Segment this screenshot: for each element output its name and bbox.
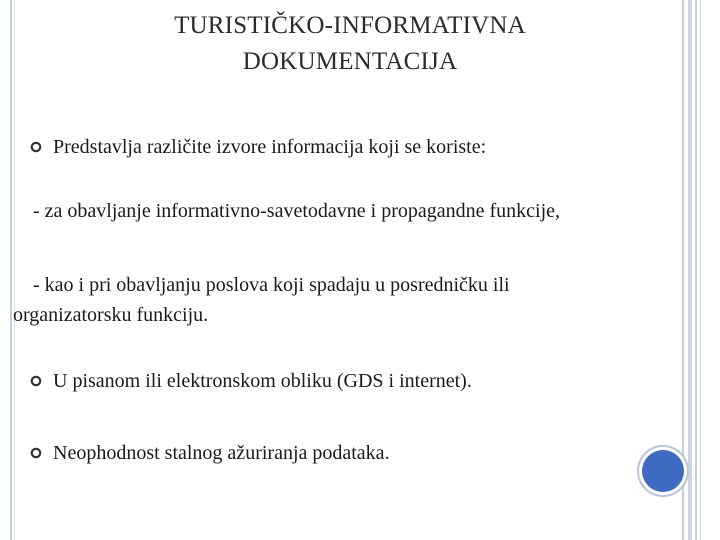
bullet-text: Predstavlja različite izvore informacija koji se koriste: xyxy=(53,136,487,158)
ring-bullet-icon xyxy=(30,375,42,387)
sub-item: - za obavljanje informativno-savetodavne i propagandne funkcije, xyxy=(33,200,561,222)
slide-title-line-2: DOKUMENTACIJA xyxy=(242,48,458,75)
left-border-line xyxy=(10,0,12,540)
bullet-text: Neophodnost stalnog ažuriranja podataka. xyxy=(53,442,390,464)
bullet-text: U pisanom ili elektronskom obliku (GDS i internet). xyxy=(53,370,472,392)
slide-title xyxy=(80,8,620,80)
right-decorative-stripe xyxy=(682,0,720,540)
sub-item-line-2: organizatorsku funkciju. xyxy=(13,304,209,326)
slide-title-line-1: TURISTIČKO-INFORMATIVNA xyxy=(174,12,526,39)
sub-item-line-1: - kao i pri obavljanju poslova koji spadaju u posredničku ili xyxy=(33,274,510,296)
sub-item-wrapped xyxy=(13,270,653,330)
blue-circle-decoration-icon xyxy=(642,450,684,492)
ring-bullet-icon xyxy=(30,141,42,153)
ring-bullet-icon xyxy=(30,447,42,459)
